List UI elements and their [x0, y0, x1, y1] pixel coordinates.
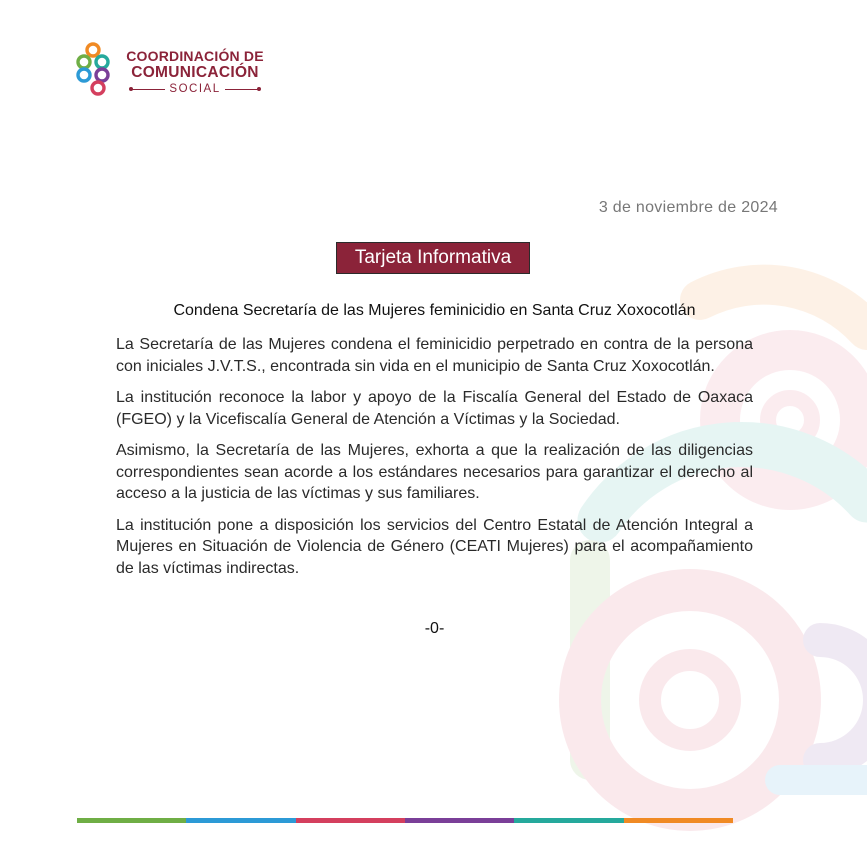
footer-bar-segment — [405, 818, 514, 823]
document-date: 3 de noviembre de 2024 — [598, 199, 778, 216]
header-logo — [76, 42, 276, 102]
logo-wordmark — [122, 48, 268, 96]
logo-line-1: COORDINACIÓN DE — [126, 48, 264, 64]
footer-bar-segment — [77, 818, 186, 823]
body-paragraph-4: La institución pone a disposición los servicios del Centro Estatal de Atención Integral a Mujeres en Situación de Violencia de Género (CEATI Mujeres) para el acompañamiento de las víctimas indirectas. — [116, 516, 753, 577]
footer-bar-segment — [186, 818, 295, 823]
logo-divider-left — [131, 89, 165, 90]
logo-line-2: COMUNICACIÓN — [131, 64, 259, 81]
logo-divider-right — [225, 89, 259, 90]
body-paragraph-3: Asimismo, la Secretaría de las Mujeres, exhorta a que la realización de las diligencias correspondientes sean acorde a los estándares necesarios para garantizar el derecho al acceso a la justicia de las víctimas y sus familiares. — [116, 442, 753, 502]
document-type-badge: Tarjeta Informativa — [336, 242, 530, 274]
document-headline: Condena Secretaría de las Mujeres feminicidio en Santa Cruz Xoxocotlán — [173, 302, 696, 319]
footer-bar-segment — [514, 818, 623, 823]
footer-color-bar — [77, 818, 733, 823]
body-paragraph-2: La institución reconoce la labor y apoyo de la Fiscalía General del Estado de Oaxaca (FGEO) y la Vicefiscalía General de Atención a Víctimas y la Sociedad. — [116, 389, 753, 428]
logo-line-3-text: SOCIAL — [169, 83, 221, 95]
closing-mark: -0- — [424, 620, 445, 637]
footer-bar-segment — [624, 818, 733, 823]
body-paragraph-1: La Secretaría de las Mujeres condena el feminicidio perpetrado en contra de la persona con iniciales J.V.T.S., encontrada sin vida en el municipio de Santa Cruz Xoxocotlán. — [116, 336, 753, 375]
footer-bar-segment — [296, 818, 405, 823]
document-body — [116, 334, 753, 589]
logo-knot-icon — [76, 42, 116, 96]
logo-line-3 — [122, 82, 268, 96]
